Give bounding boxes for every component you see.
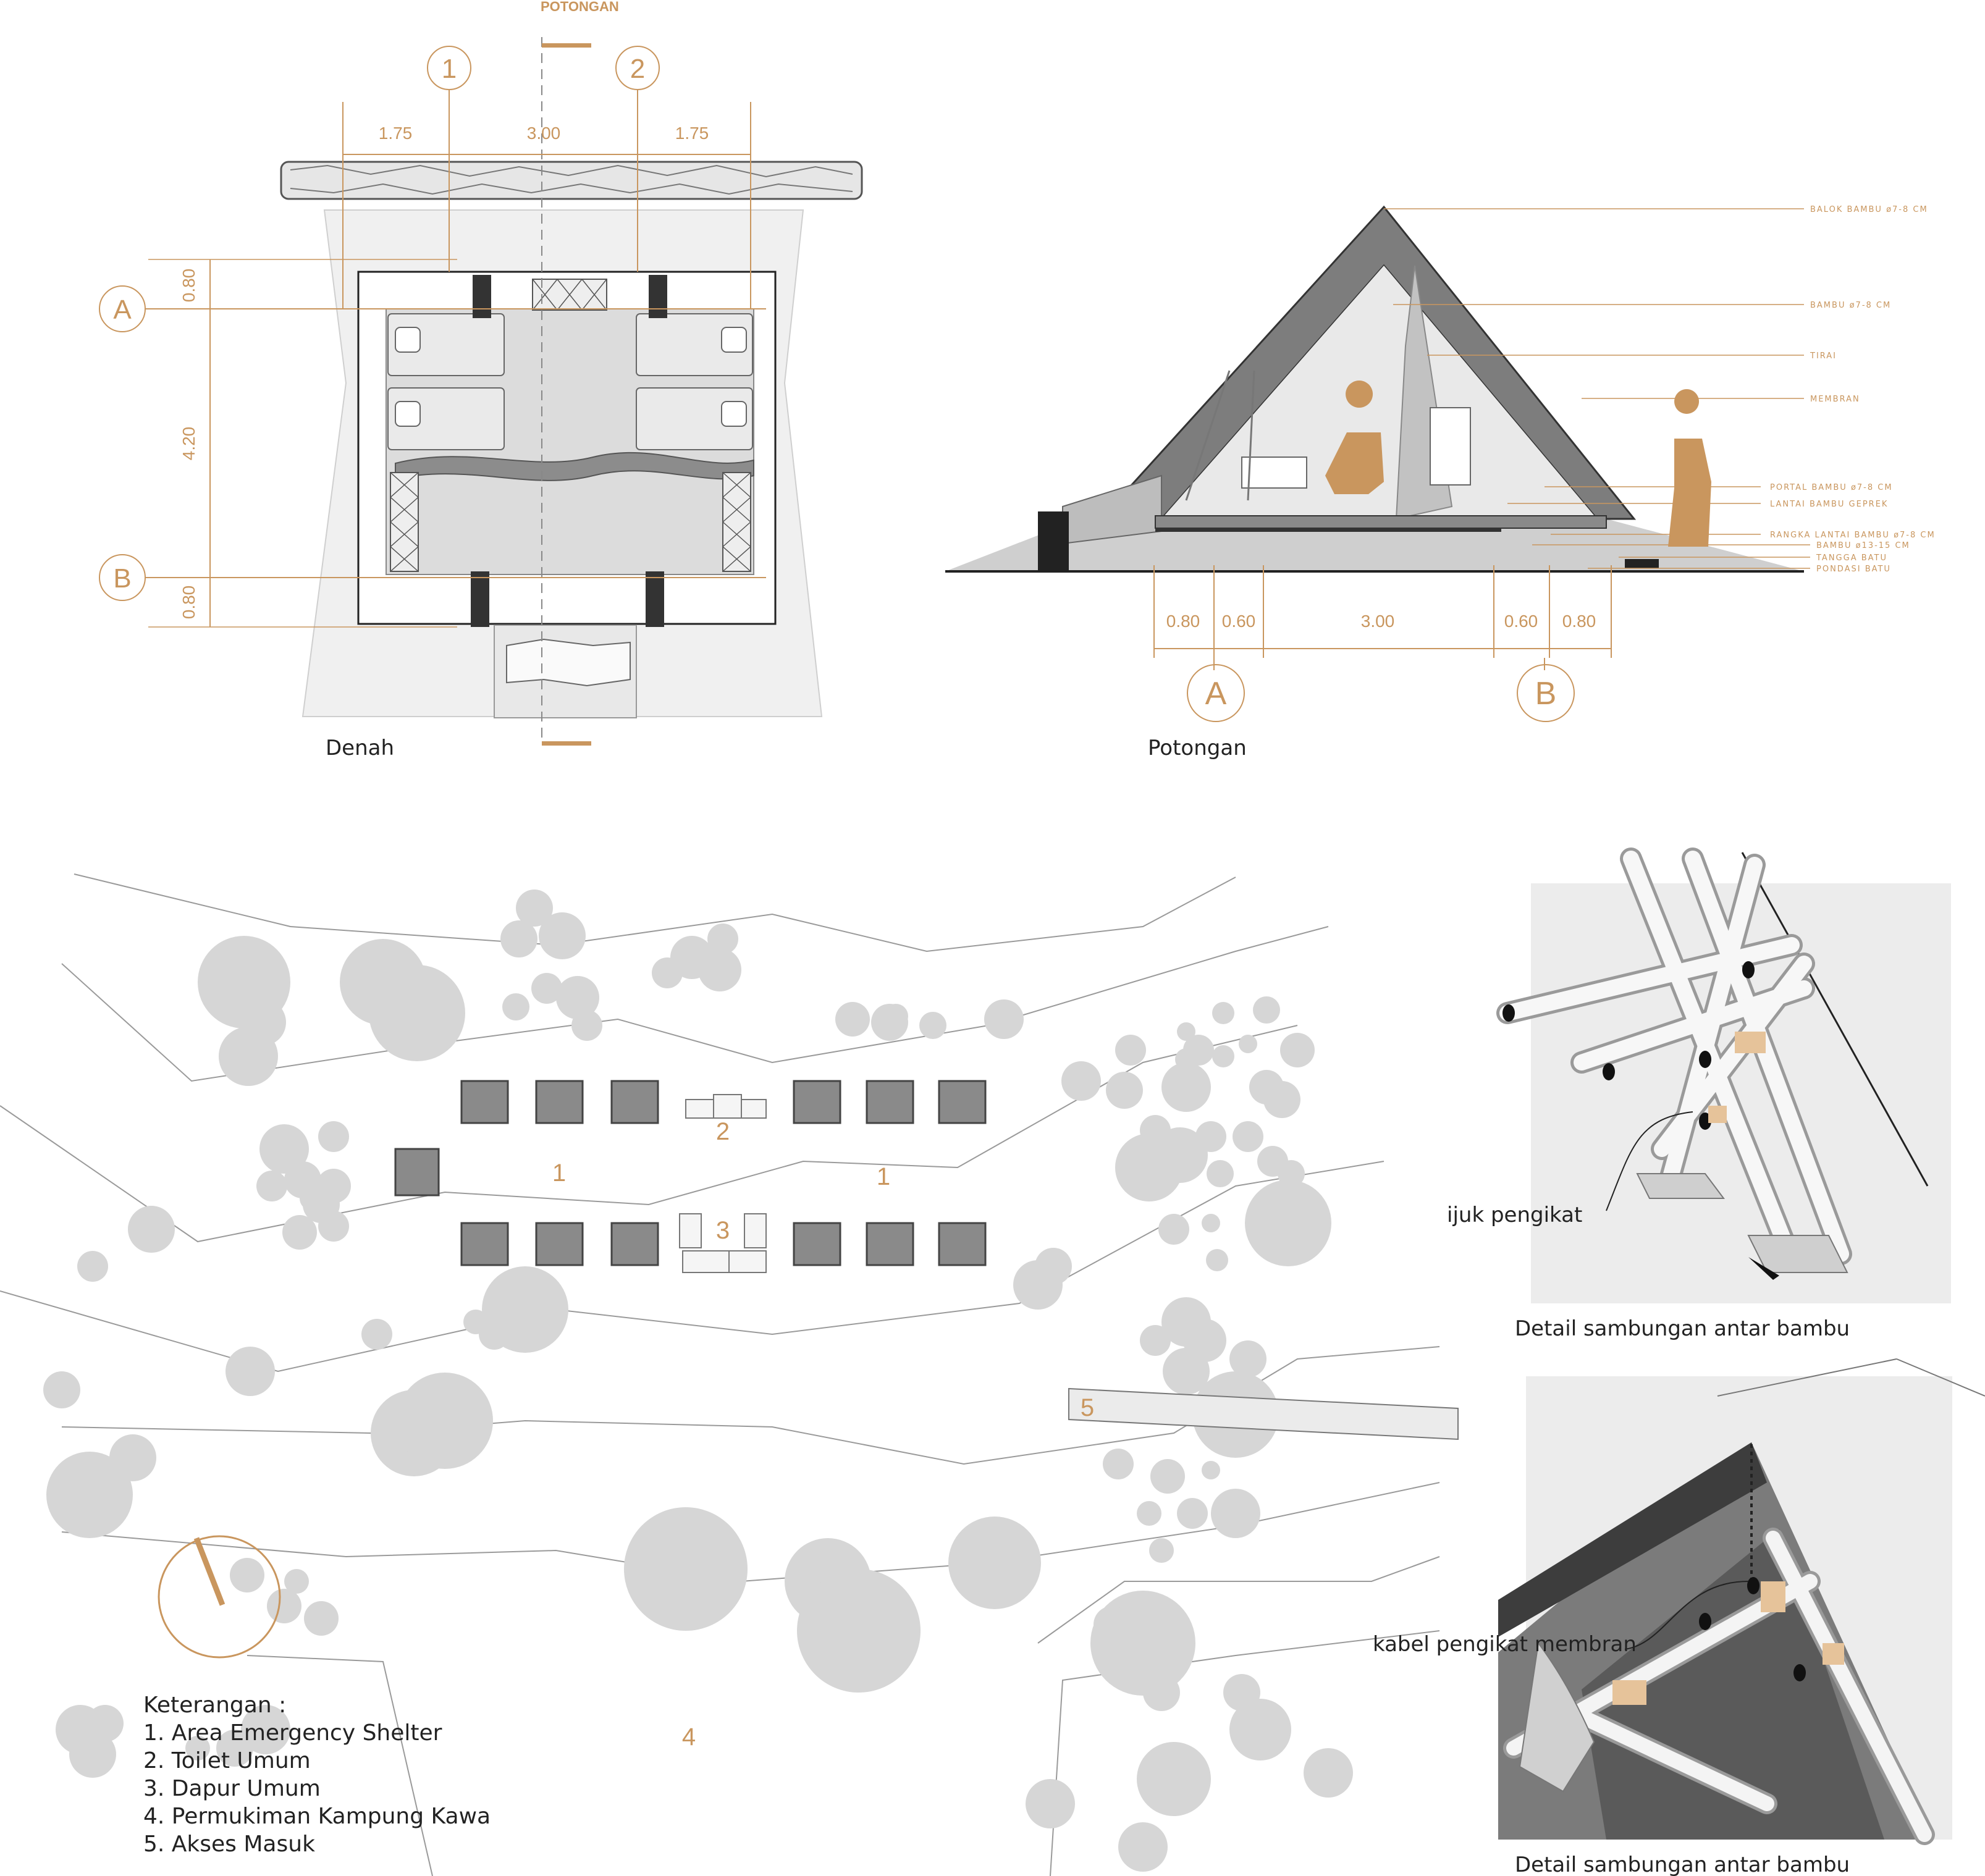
section-annotation: MEMBRAN <box>1810 395 1860 404</box>
detail-bottom-label: kabel pengikat membran <box>1373 1632 1637 1657</box>
section-floor <box>1155 516 1606 528</box>
site-zone-label: 2 <box>715 1118 730 1145</box>
detail-top-caption: Detail sambungan antar bambu <box>1515 1316 1850 1341</box>
section-annotation: TIRAI <box>1810 351 1837 361</box>
section-figure-standing <box>1668 389 1711 547</box>
section-annotation: BAMBU ø7-8 CM <box>1810 301 1892 310</box>
detail-bottom-caption: Detail sambungan antar bambu <box>1515 1853 1850 1876</box>
section-annotation: TANGGA BATU <box>1816 553 1887 563</box>
section-stone-step <box>1038 511 1069 570</box>
legend-title: Keterangan : <box>143 1693 287 1718</box>
legend-item: 1. Area Emergency Shelter <box>143 1720 442 1746</box>
site-zone-label: 4 <box>681 1723 696 1751</box>
legend-item: 2. Toilet Umum <box>143 1748 311 1773</box>
section-annotation: BAMBU ø13-15 CM <box>1816 541 1910 550</box>
site-zone-label: 1 <box>552 1159 567 1187</box>
dim-label: 1.75 <box>378 124 413 143</box>
plan-stone-wall <box>281 162 862 199</box>
section-view <box>945 205 1936 760</box>
grid-label: B <box>1535 676 1557 712</box>
grid-label: A <box>1205 676 1227 712</box>
section-annotation: PONDASI BATU <box>1816 565 1891 574</box>
plan-section-marker: POTONGAN <box>541 0 619 14</box>
section-annotation: RANGKA LANTAI BAMBU ø7-8 CM <box>1770 531 1936 540</box>
section-annotation: LANTAI BAMBU GEPREK <box>1770 500 1889 509</box>
plan-caption: Denah <box>326 736 395 760</box>
detail-top-label: ijuk pengikat <box>1447 1203 1583 1227</box>
dim-label: 0.80 <box>179 585 198 620</box>
grid-label: 2 <box>630 54 646 84</box>
plan-shelf <box>390 473 418 571</box>
site-plan <box>0 874 1458 1876</box>
detail-joint-top <box>1447 852 1951 1341</box>
plan-shelf <box>723 473 751 571</box>
dim-label: 0.80 <box>179 268 198 303</box>
dim-label: 3.00 <box>526 124 561 143</box>
site-zone-label: 1 <box>876 1163 891 1190</box>
legend-item: 4. Permukiman Kampung Kawa <box>143 1804 491 1829</box>
grid-label: B <box>113 563 132 594</box>
site-zone-label: 3 <box>715 1217 730 1244</box>
section-annotation: BALOK BAMBU ø7-8 CM <box>1810 205 1928 214</box>
section-caption: Potongan <box>1148 736 1247 760</box>
site-zone-label: 5 <box>1080 1394 1095 1421</box>
legend-item: 3. Dapur Umum <box>143 1776 321 1801</box>
dim-label: 4.20 <box>179 426 198 461</box>
dim-label: 0.60 <box>1504 612 1538 631</box>
detail-joint-bottom <box>1373 1359 1985 1876</box>
dim-label: 0.60 <box>1221 612 1256 631</box>
plan-view <box>99 0 862 760</box>
dim-label: 1.75 <box>675 124 709 143</box>
section-annotation: PORTAL BAMBU ø7-8 CM <box>1770 483 1893 492</box>
dim-label: 0.80 <box>1166 612 1200 631</box>
legend-item: 5. Akses Masuk <box>143 1832 315 1857</box>
dim-label: 3.00 <box>1360 612 1395 631</box>
dim-label: 0.80 <box>1562 612 1596 631</box>
grid-label: 1 <box>441 54 457 84</box>
grid-label: A <box>113 295 132 325</box>
